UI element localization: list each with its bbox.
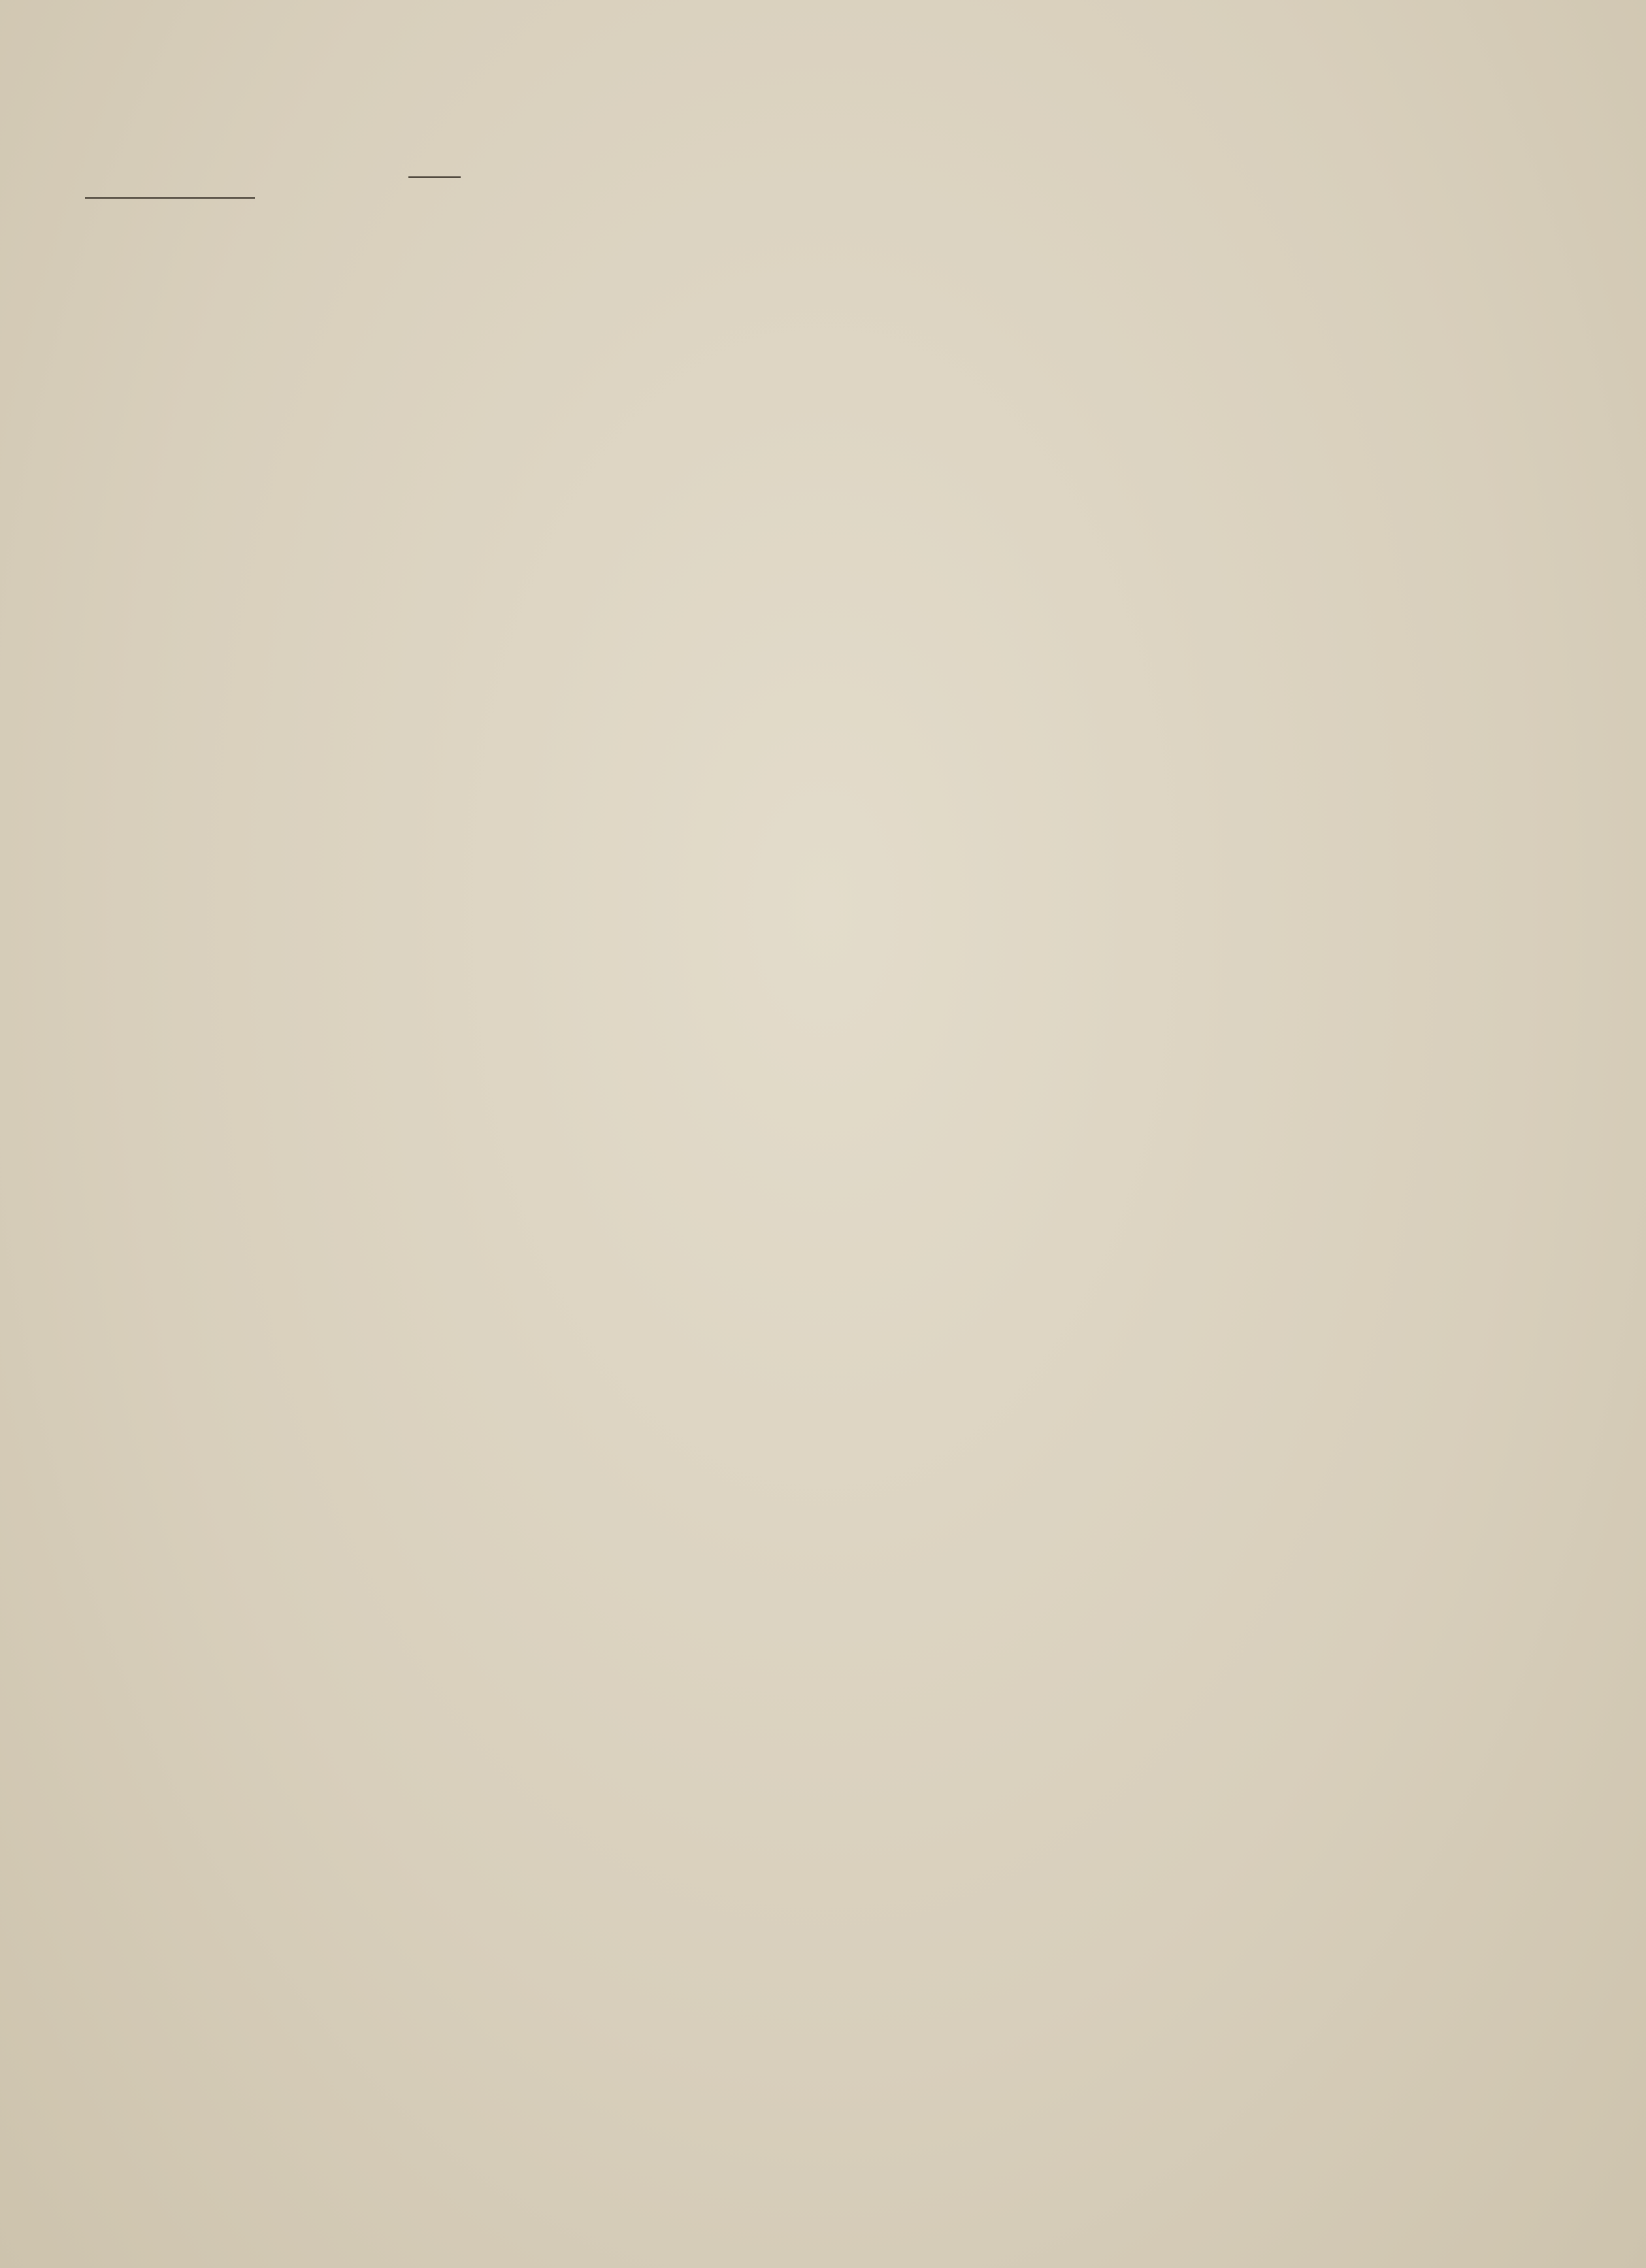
title-rule xyxy=(408,176,461,178)
right-column xyxy=(843,121,1542,184)
leader-cell xyxy=(1039,127,1424,157)
diameter-cell xyxy=(947,127,1039,157)
footnote-rule xyxy=(85,197,255,199)
table-row xyxy=(843,127,1542,157)
surface-area-cell xyxy=(1424,127,1542,157)
material-cell xyxy=(843,127,947,157)
left-column xyxy=(85,150,784,208)
grain-table xyxy=(843,127,1542,157)
grain-size-table xyxy=(843,127,1542,157)
